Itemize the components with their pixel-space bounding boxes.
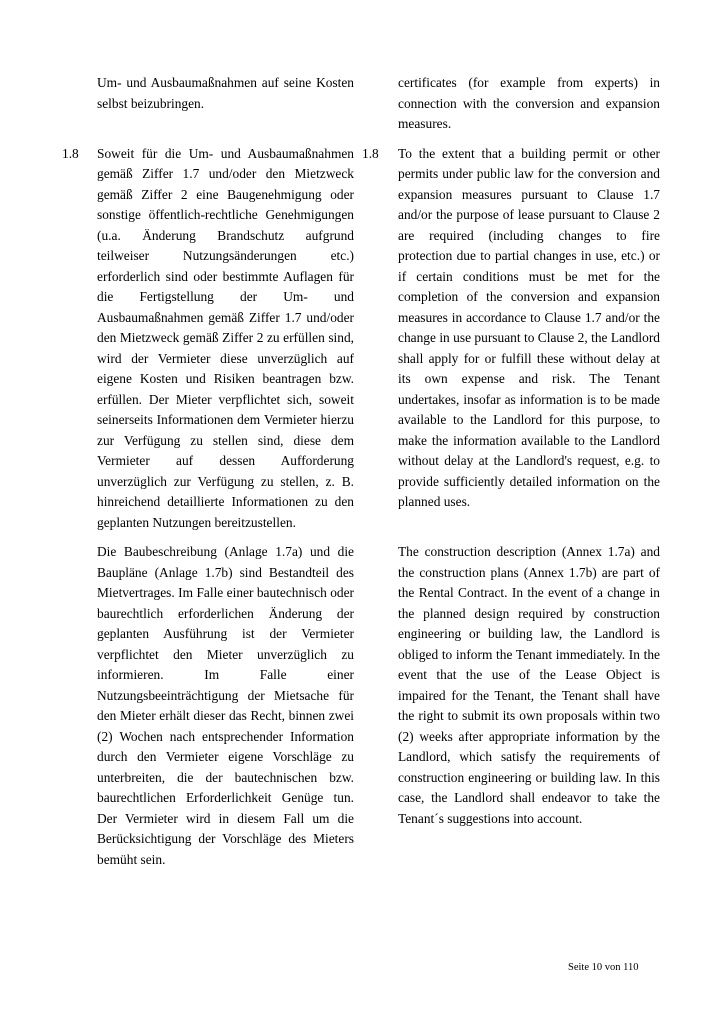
clause-number-english: 1.8 <box>362 145 379 161</box>
english-paragraph: The construction description (Annex 1.7a) and the construction plans (Annex 1.7b) are part of the Rental Contract. In the event of a change in the planned design required by construction engineering or building law, the Landlord is obliged to inform the Tenant immediately. In the event that the use of the Lease Object is impaired for the Tenant, the Tenant shall have the right to submit its own proposals within two (2) weeks after appropriate information by the Landlord, which satisfy the requirements of construction engineering or building law. In this case, the Landlord shall endeavor to take the Tenant´s suggestions into account. <box>398 544 660 826</box>
english-paragraph: To the extent that a building permit or other permits under public law for the conversion and expansion measures pursuant to Clause 1.7 and/or the purpose of lease pursuant to Clause 2 are required (including changes to fire protection due to partial changes in use, etc.) or if certain conditions must be met for the completion of the conversion and expansion measures in accordance to Clause 1.7 and/or the change in use pursuant to Clause 2, the Landlord shall apply for or fulfill these without delay at its own expense and risk. The Tenant undertakes, insofar as information is to be made available to the Landlord for this purpose, to make the information available to the Landlord without delay at the Landlord's request, e.g. to provide sufficiently detailed information on the planned uses. <box>398 145 660 509</box>
german-paragraph: Soweit für die Um- und Ausbaumaßnahmen gemäß Ziffer 1.7 und/oder den Mietzweck gemäß Ziffer 2 eine Baugenehmigung oder sonstige öffentlich-rechtliche Genehmigungen (u.a. Änderung Brandschutz aufgrund teilweiser Nutzungsänderungen etc.) erforderlich sind oder bestimmte Auflagen für die Fertigstellung der Um- und Ausbaumaßnahmen gemäß Ziffer 1.7 und/oder den Mietzweck gemäß Ziffer 2 zu erfüllen sind, wird der Vermieter diese unverzüglich auf eigene Kosten und Risiken beantragen bzw. erfüllen. Der Mieter verpflichtet sich, soweit seinerseits Informationen dem Vermieter hierzu zur Verfügung zu stellen sind, diese dem Vermieter auf dessen Aufforderung unverzüglich zur Verfügung zu stellen, z. B. hinreichend detaillierte Informationen zu den geplanten Nutzungen bereitzustellen. <box>97 145 354 530</box>
german-paragraph: Um- und Ausbaumaßnahmen auf seine Kosten selbst beizubringen. <box>97 75 354 111</box>
english-paragraph: certificates (for example from experts) in connection with the conversion and expansion measures. <box>398 75 660 131</box>
contract-page-body <box>62 73 660 879</box>
parallel-text-row <box>62 144 660 534</box>
german-paragraph: Die Baubeschreibung (Anlage 1.7a) und die Baupläne (Anlage 1.7b) sind Bestandteil des Mietvertrages. Im Falle einer bautechnisch oder baurechtlich erforderlichen Änderung der geplanten Ausführung ist der Vermieter verpflichtet den Mieter unverzüglich zu informieren. Im Falle einer Nutzungsbeeinträchtigung der Mietsache für den Mieter erhält dieser das Recht, binnen zwei (2) Wochen nach entsprechender Information durch den Vermieter eigene Vorschläge zu unterbreiten, die der bautechnischen bzw. baurechtlichen Erforderlichkeit Genüge tun. Der Vermieter wird in diesem Fall um die Berücksichtigung der Vorschläge des Mieters bemüht sein. <box>97 544 354 867</box>
page-number: Seite 10 von 110 <box>568 962 639 973</box>
parallel-text-row <box>62 542 660 870</box>
parallel-text-row <box>62 73 660 135</box>
clause-number-german: 1.8 <box>62 145 79 161</box>
